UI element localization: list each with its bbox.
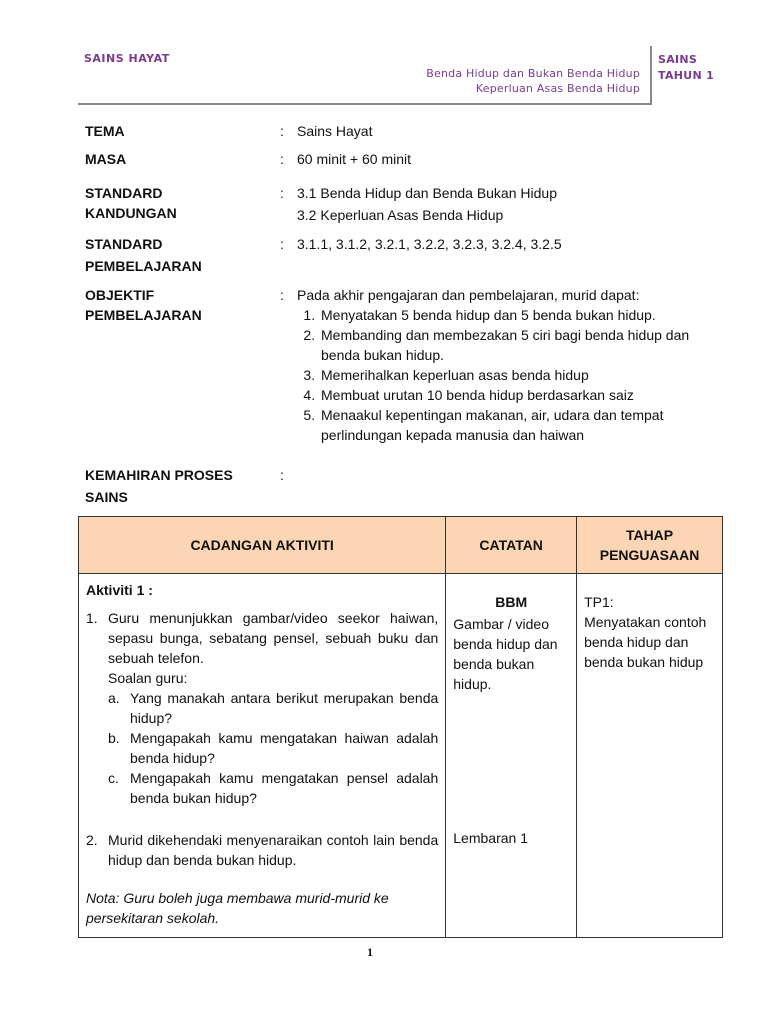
header-year-line2: TAHUN 1 (658, 69, 715, 82)
header-year-line1: SAINS (658, 53, 698, 66)
info-row-masa (85, 149, 725, 183)
header-topic-line1: Benda Hidup dan Bukan Benda Hidup (426, 67, 640, 80)
header-divider-vertical (650, 46, 652, 104)
objektif-item: 4. Membuat urutan 10 benda hidup berdasarkan saiz (319, 385, 725, 405)
info-colon: : (280, 151, 284, 167)
table-header-row (79, 517, 723, 574)
aktiviti-nota: Nota: Guru boleh juga membawa murid-murid ke persekitaran sekolah. (86, 890, 389, 926)
lesson-info (85, 121, 725, 509)
catatan-lembaran: Lembaran 1 (453, 830, 528, 846)
objektif-item: 2. Membanding dan membezakan 5 ciri bagi benda hidup dan benda bukan hidup. (319, 325, 725, 365)
aktiviti-item-1-text: Guru menunjukkan gambar/video seekor haiwan, sepasu bunga, sebatang pensel, sebuah buku dan sebuah telefon. (108, 610, 439, 666)
info-row-kemahiran (85, 465, 725, 509)
header-topic-line2: Keperluan Asas Benda Hidup (475, 82, 640, 95)
info-label-standard-kandungan: STANDARD KANDUNGAN (85, 185, 177, 221)
header-divider-horizontal (78, 103, 652, 105)
header-cadangan-aktiviti: CADANGAN AKTIVITI (79, 517, 446, 574)
info-value-masa: 60 minit + 60 minit (297, 151, 411, 167)
info-value-standard-pembelajaran: 3.1.1, 3.1.2, 3.2.1, 3.2.2, 3.2.3, 3.2.4, 3.2.5 (297, 236, 562, 252)
info-row-tema (85, 121, 725, 149)
objektif-item: 5. Menaakul kepentingan makanan, air, udara dan tempat perlindungan kepada manusia dan haiwan (319, 405, 725, 445)
aktiviti-item-1: 1. Guru menunjukkan gambar/video seekor haiwan, sepasu bunga, sebatang pensel, sebuah buku dan sebuah telefon. Soalan guru: a. Yang manakah antara berikut merupakan benda hidup? b. Mengapakah kamu mengatakan haiwan adalah benda hidup? c. Mengapakah kamu mengatakan pensel adalah benda bukan hidup? (86, 610, 439, 806)
soalan-item: a. Yang manakah antara berikut merupakan benda hidup? (108, 690, 439, 726)
page-number: 1 (367, 945, 373, 959)
table-row (79, 574, 723, 938)
info-colon: : (280, 123, 284, 139)
soalan-item: b. Mengapakah kamu mengatakan haiwan adalah benda hidup? (108, 730, 439, 766)
activity-table (78, 516, 723, 938)
header-tahap-penguasaan: TAHAP PENGUASAAN (577, 517, 723, 574)
info-label-kemahiran: KEMAHIRAN PROSES SAINS (85, 467, 233, 505)
info-colon: : (280, 467, 284, 483)
info-colon: : (280, 287, 284, 303)
header-year (658, 52, 714, 84)
info-row-standard-kandungan (85, 183, 725, 234)
info-label-standard-pembelajaran: STANDARD PEMBELAJARAN (85, 236, 202, 274)
info-value-objektif (297, 285, 725, 465)
cell-tahap (577, 574, 723, 938)
cell-catatan (446, 574, 577, 938)
objektif-intro: Pada akhir pengajaran dan pembelajaran, murid dapat: (297, 287, 640, 303)
info-value-kemahiran (297, 465, 725, 509)
info-row-standard-pembelajaran (85, 234, 725, 285)
objektif-item: 1. Menyatakan 5 benda hidup dan 5 benda bukan hidup. (319, 305, 725, 325)
cell-aktiviti (79, 574, 446, 938)
objektif-list (297, 305, 725, 445)
aktiviti-title: Aktiviti 1 : (86, 582, 153, 598)
info-colon: : (280, 185, 284, 201)
objektif-item: 3. Memerihalkan keperluan asas benda hidup (319, 365, 725, 385)
info-row-objektif (85, 285, 725, 465)
header-subject: SAINS HAYAT (84, 52, 170, 65)
info-value-standard-kandungan: 3.1 Benda Hidup dan Benda Bukan Hidup 3.2 Keperluan Asas Benda Hidup (297, 185, 557, 223)
soalan-item: c. Mengapakah kamu mengatakan pensel adalah benda bukan hidup? (108, 770, 439, 806)
info-colon: : (280, 236, 284, 252)
catatan-bbm-text: Gambar / video benda hidup dan benda bukan hidup. (453, 616, 558, 692)
header-catatan: CATATAN (446, 517, 577, 574)
tahap-text: Menyatakan contoh benda hidup dan benda bukan hidup (584, 614, 707, 670)
tahap-label: TP1: (584, 594, 614, 610)
info-label-tema: TEMA (85, 123, 125, 139)
aktiviti-item-2: 2. Murid dikehendaki menyenaraikan contoh lain benda hidup dan benda bukan hidup. (86, 832, 439, 868)
soalan-guru-label: Soalan guru: (108, 670, 188, 686)
catatan-bbm-label: BBM (495, 594, 528, 610)
info-label-objektif: OBJEKTIF PEMBELAJARAN (85, 287, 202, 323)
info-label-masa: MASA (85, 151, 127, 167)
header-topic (426, 66, 640, 96)
info-value-tema: Sains Hayat (297, 123, 373, 139)
